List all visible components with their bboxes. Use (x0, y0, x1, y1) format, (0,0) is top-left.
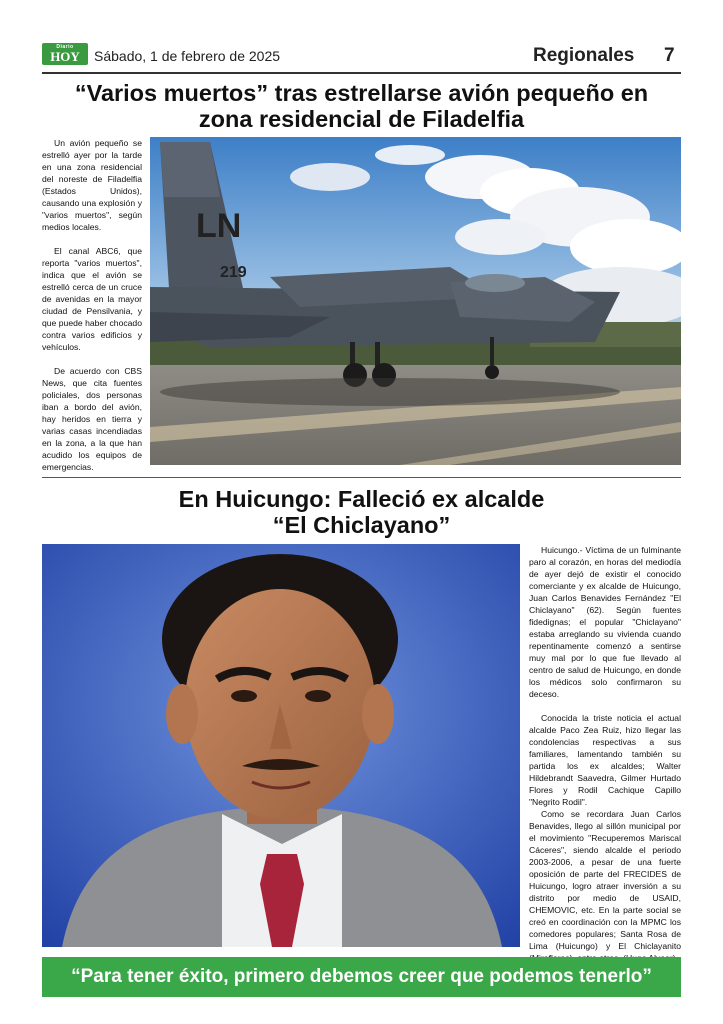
article2-headline-line1: En Huicungo: Falleció ex alcalde (178, 486, 545, 512)
article1-body (42, 137, 142, 485)
article1-headline-line1: “Varios muertos” tras estrellarse avión pequeño en (74, 80, 649, 106)
header-rule (42, 72, 681, 74)
article1-headline (42, 80, 681, 132)
tail-serial-text: 219 (220, 264, 247, 281)
logo-small-text: Diario (56, 44, 74, 50)
article2-paragraph: Conocida la triste noticia el actual alcalde Paco Zea Ruiz, hizo llegar las condolencias respectivas a sus familiares, lamentando también su partida los ex alcaldes; Walter Hildebrandt Saavedra, Gilmer Hurtado Flores y Rodil Cachique Capillo "Negrito Rodil". (529, 713, 681, 807)
article2-headline (42, 486, 681, 538)
article1-paragraph: Un avión pequeño se estrelló ayer por la tarde en una zona residencial del noreste de Filadelfia (Estados Unidos), causando una explosión y "varios muertos", según medios locales. (42, 138, 142, 232)
logo-big-text: HOY (50, 49, 80, 64)
tail-code-text: LN (196, 207, 242, 245)
issue-date: Sábado, 1 de febrero de 2025 (94, 48, 281, 64)
article2-headline-line2: “El Chiclayano” (272, 512, 451, 538)
page-number: 7 (664, 45, 675, 66)
article2-body (529, 544, 681, 976)
fighter-jet-photo (150, 137, 681, 465)
quote-banner: “Para tener éxito, primero debemos creer que podemos tenerlo” (42, 957, 681, 997)
article1-paragraph: El canal ABC6, que reporta "varios muertos", indica que el avión se estrelló cerca de un cruce de avenidas en la mayor ciudad de Pensilvania, y que puede haber chocado contra varios edificios y vehículos. (42, 246, 142, 352)
article1-headline-line2: zona residencial de Filadelfia (198, 106, 525, 132)
article-separator (42, 477, 681, 478)
article2-paragraph: Como se recordara Juan Carlos Benavides, llego al sillón municipal por el movimiento "Recuperemos Mariscal Cáceres", siendo alcalde el periodo 2003-2006, a pesar de una fuerte oposición de parte del FRECIDES de Huicungo, logro atraer inversión a su distrito por medio de USAID, CHEMOVIC, etc. En la parte social se creó en coordinación con la MPMC los comedores populares; Santa Rosa de Lima (Huicungo) y El Chiclayanito (529, 809, 681, 951)
article2-paragraph: Huicungo.- Víctima de un fulminante paro al corazón, en horas del mediodía de ayer dejó de existir el conocido comerciante y ex alcalde de Huicungo, Juan Carlos Benavides Fernández "El Chiclayano" (62). Según fuentes fidedignas; el popular "Chiclayano" estaba arreglando su vivienda cuando repentinamente comenzó a sentirse muy mal por lo que fue llevado al centro de salud de Huicungo, en donde los médicos solo confirmaron su deceso. (529, 545, 681, 699)
section-title: Regionales (533, 45, 635, 66)
portrait-photo (42, 544, 520, 947)
newspaper-logo (42, 43, 88, 65)
article1-paragraph: De acuerdo con CBS News, que cita fuentes policiales, dos personas iban a bordo del avión, hay heridos en tierra y varias casas incendiadas en la zona, a la que han acudido los equipos de emergencias. (42, 366, 142, 472)
